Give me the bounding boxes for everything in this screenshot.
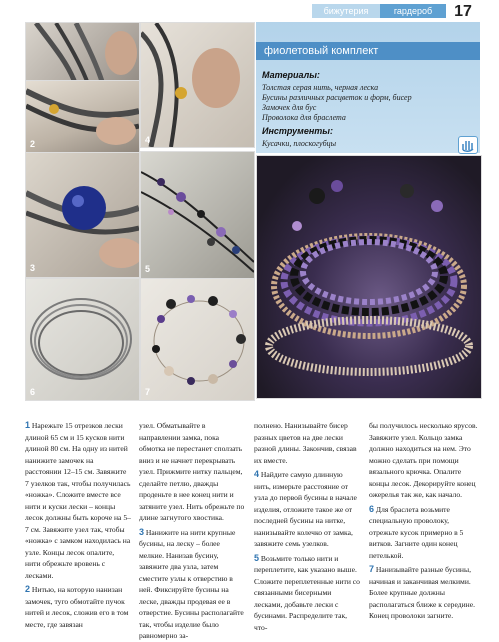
step-number: 5 [254,552,260,563]
step-number: 3 [139,526,145,537]
step-6 [369,504,479,562]
step-text: Нанизывайте разные бусины, начиная и заканчивая мелкими. Более крупные должны располагаться ближе к середине. Конец проволоки загните. [369,565,475,620]
step-3 [139,527,245,642]
step-text: Для браслета возьмите специальную проволоку, отрежьте кусок примерно в 5 витков. Загните один конец петелькой. [369,504,464,560]
photo-label-3: 3 [30,263,36,273]
step-text: бы получилось несколько ярусов. Завяжите узел. Кольцо замка должно находиться на нем. Это можно сделать при помощи вязального крючка. Опалите концы лесок. Декорируйте конец ожерелья так же, как начало. [369,421,478,499]
photo-label-6: 6 [30,387,36,397]
step-text: Нитью, на которую нанизан замочек, туго обмотайте пучок нитей и лесок, сложив его в том месте, где завязан [25,585,129,629]
step-1 [25,420,131,581]
tool-item: Кусачки, плоскогубцы [262,139,337,148]
photo-label-2: 2 [30,139,36,149]
instructions-column-3 [254,420,360,633]
photo-step-6-illustration [26,279,139,400]
step-text: узел. Обматывайте в направлении замка, пока обмотка не перестанет сползать вниз и не начнет перекрывать узел. Прижмите нитку пальцем, сделайте петлю, дважды проденьте в нее конец нити и затяните узел. Нить обрежьте по длине загнутого хвостика. [139,421,245,522]
instructions [25,420,480,640]
section-tab-right: гардероб [380,4,446,18]
photo-step-4-illustration [141,23,254,147]
photo-step-3 [25,152,140,278]
material-item: Толстая серая нить, черная леска [262,83,379,92]
step-number: 7 [369,564,375,574]
photo-step-3-illustration [26,153,139,277]
instructions-column-1 [25,420,131,630]
photo-step-4 [140,22,255,148]
step-text: Возьмите только нити и переплетите, как указано выше. Сложите переплетенные нити со связанными бисерными лесками, добавьте лески с бусинами. Распределите так, что- [254,553,360,632]
photo-step-6 [25,278,140,401]
step-number: 4 [254,469,260,479]
photo-step-7-illustration [141,279,254,400]
step-text: полнено. Нанизывайте бисер разных цветов на две лески разной длины. Закончив, связав их вместе. [254,421,357,465]
page-number: 17 [454,3,472,20]
photo-step-5-illustration [141,152,254,278]
tools-label: Инструменты: [262,126,333,136]
photo-step-2-illustration [26,81,139,153]
necklace-illustration [257,156,481,398]
photo-step-2 [25,80,140,154]
step-5-continued [369,420,479,501]
photo-label-4: 4 [145,135,151,145]
step-4 [254,469,360,550]
hand-icon [458,136,478,154]
material-item: Замочек для бус [262,103,317,112]
material-item: Проволока для браслета [262,113,346,122]
section-tab-left: бижутерия [312,4,380,18]
product-photo [256,155,482,399]
step-number: 2 [25,584,31,594]
photo-step-7 [140,278,255,401]
step-3-continued [254,420,360,466]
photo-label-7: 7 [145,387,151,397]
step-2-continued [139,420,245,524]
step-5 [254,553,360,634]
step-number: 1 [25,420,31,430]
step-text: Найдите самую длинную нить, измерьте расстояние от узла до первой бусины в начале изделия, отложите такое же от последней бусины на нитке, нанизывайте колечко от замка, завяжите семь узелков. [254,470,357,548]
materials-label: Материалы: [262,70,320,80]
step-number: 6 [369,503,375,514]
instructions-column-4 [369,420,479,622]
step-text: Нарежьте 15 отрезков лески длиной 65 см и 15 кусков нити длиной 80 см. На одну из нитей нанижите замочек на расстоянии 12–15 см. Завяжите 7 узелков так, чтобы получилась «ножка». Сложите вместе все нити и куски лески – концы лесок должны быть короче на 5–7 см. Завяжите узел так, чтобы «ножка» с замком находилась на узле. Концы лесок опалите, нити обрежьте вровень с лесками. [25,421,131,580]
material-item: Бусины различных расцветок и форм, бисер [262,93,412,102]
photo-label-5: 5 [145,264,151,274]
instructions-column-2 [139,420,245,642]
step-7 [369,564,479,622]
hand-icon-glyph [459,137,477,153]
step-2 [25,584,131,630]
step-text: Нанижите на нити крупные бусины, на леску – более мелкие. Нанизав бусину, завяжите два узла, затем сместите узлы к отверстию в ней. Фиксируйте бусины на леске, дважды продевая ее в отверстие. Бусины располагайте так, чтобы изделие было равномерно за- [139,527,244,640]
panel-title: фиолетовый комплект [256,42,480,60]
photo-step-5 [140,151,255,279]
